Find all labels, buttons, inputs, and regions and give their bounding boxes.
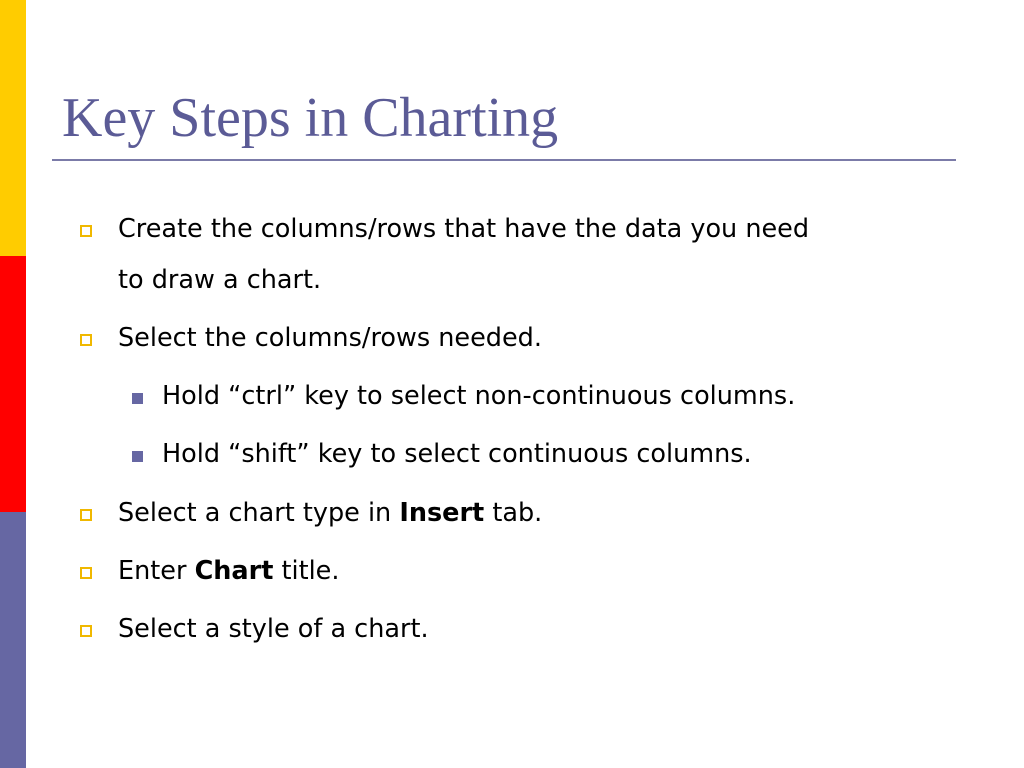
hollow-square-bullet-icon bbox=[80, 625, 92, 637]
slide-title: Key Steps in Charting bbox=[62, 87, 559, 149]
bullet-item-chart-type bbox=[118, 488, 542, 539]
bullet-text-suffix: tab. bbox=[484, 498, 543, 528]
hollow-square-bullet-icon bbox=[80, 509, 92, 521]
hollow-square-bullet-icon bbox=[80, 334, 92, 346]
filled-square-bullet-icon bbox=[132, 451, 143, 462]
bullet-text-prefix: Select a chart type in bbox=[118, 498, 400, 528]
bullet-item-select-columns: Select the columns/rows needed. bbox=[118, 323, 542, 353]
bullet-text-bold-chart: Chart bbox=[194, 556, 274, 586]
sub-bullet-item-ctrl: Hold “ctrl” key to select non-continuous columns. bbox=[162, 381, 796, 411]
bullet-text-line2: to draw a chart. bbox=[118, 265, 322, 295]
bullet-item-chart-title bbox=[118, 546, 339, 597]
bullet-item-create-columns bbox=[118, 204, 809, 306]
hollow-square-bullet-icon bbox=[80, 567, 92, 579]
filled-square-bullet-icon bbox=[132, 393, 143, 404]
hollow-square-bullet-icon bbox=[80, 225, 92, 237]
sub-bullet-item-shift: Hold “shift” key to select continuous columns. bbox=[162, 439, 752, 469]
bullet-text-line1: Create the columns/rows that have the data you need bbox=[118, 214, 810, 244]
bullet-text-suffix: title. bbox=[273, 556, 340, 586]
bullet-text-bold-insert: Insert bbox=[399, 498, 485, 528]
bullet-text-prefix: Enter bbox=[118, 556, 195, 586]
bullet-item-chart-style: Select a style of a chart. bbox=[118, 614, 429, 644]
